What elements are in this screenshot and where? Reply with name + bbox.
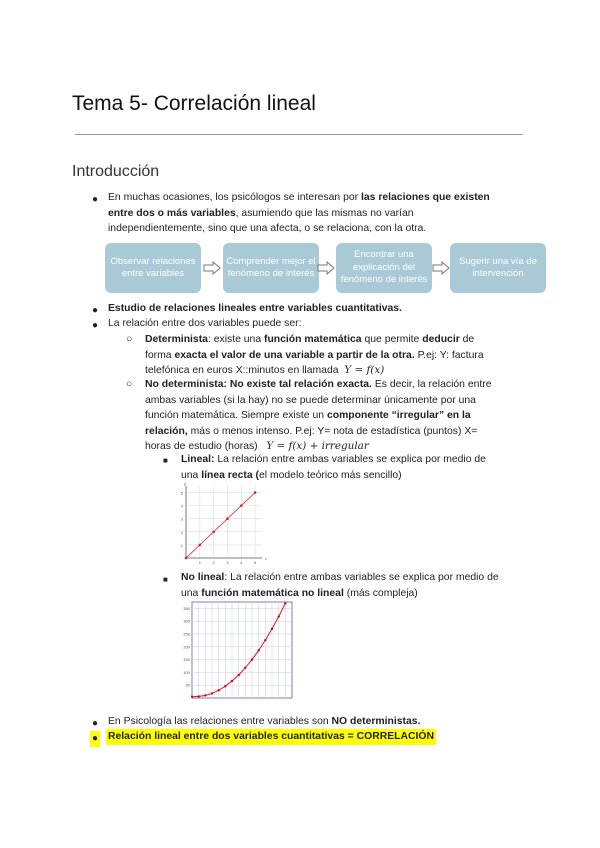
y-tick-label: 5 bbox=[180, 490, 183, 496]
data-point bbox=[257, 649, 259, 651]
flow-step-1: Observar relaciones entre variables bbox=[105, 243, 201, 293]
data-point bbox=[197, 695, 199, 697]
arrow-right-icon bbox=[432, 261, 450, 275]
circle-bullet-icon: ○ bbox=[126, 379, 133, 390]
x-tick-label: 1 bbox=[198, 560, 201, 565]
y-tick-label: 2 bbox=[180, 529, 183, 535]
flow-step-4: Sugerir una vía de intervención bbox=[450, 243, 546, 293]
x-tick-label: 5 bbox=[253, 560, 257, 565]
determinista-text: Determinista: existe una función matemática que permite deducir de forma exacta el valor de una variable a partir de la otra. P.ej: Y: factura telefónica en euros X::minutos en llamada Y = f(x) bbox=[145, 334, 484, 377]
square-bullet-icon: ■ bbox=[163, 575, 168, 584]
data-point bbox=[271, 628, 273, 630]
square-bullet-icon: ■ bbox=[163, 456, 168, 465]
bullet-correlacion: Relación lineal entre dos variables cuantitativas = CORRELACIÓN bbox=[106, 729, 436, 745]
data-point bbox=[251, 658, 253, 660]
y-tick-label: 100 bbox=[183, 669, 190, 675]
linear-chart bbox=[176, 480, 270, 568]
y-axis-label: y bbox=[184, 481, 186, 486]
data-point bbox=[226, 517, 229, 520]
data-point bbox=[231, 680, 233, 682]
data-point bbox=[199, 544, 202, 547]
plot-area bbox=[192, 602, 292, 698]
data-point bbox=[244, 667, 246, 669]
data-point bbox=[224, 685, 226, 687]
lineal-text: Lineal: La relación entre ambas variables se explica por medio de una línea recta (el modelo teórico más sencillo) bbox=[181, 454, 486, 481]
bullet-lineales: Estudio de relaciones lineales entre variables cuantitativas. bbox=[108, 303, 402, 314]
data-point bbox=[212, 531, 215, 534]
bullet-icon: ● bbox=[92, 305, 99, 316]
nonlinear-chart bbox=[178, 598, 298, 710]
flow-step-2: Comprender mejor el fenómeno de interés bbox=[223, 243, 319, 293]
bullet-icon: ● bbox=[90, 731, 100, 747]
y-tick-label: 250 bbox=[183, 631, 190, 637]
bullet-relacion: La relación entre dos variables puede ser: bbox=[108, 318, 302, 329]
section-heading: Introducción bbox=[72, 163, 160, 180]
bullet-icon: ● bbox=[92, 718, 99, 729]
title-divider bbox=[75, 134, 523, 135]
nd-equation: Y = f(x) + irregular bbox=[266, 440, 369, 453]
y-tick-label: 150 bbox=[183, 657, 190, 663]
y-tick-label: 1 bbox=[180, 542, 183, 548]
y-tick-label: 3 bbox=[180, 516, 183, 522]
no-determinista-text: No determinista: No existe tal relación exacta. Es decir, la relación entre ambas variables (si la hay) no se puede determinar únicamente por una función matemática. Siempre existe un componente “irregular” en la relación, más o menos intenso. P.ej: Y= nota de estadística (puntos) X= horas de estudio (horas) Y = f(x) + irregular bbox=[145, 379, 492, 453]
flow-step-3: Encontrar una explicación del fenómeno de interés bbox=[336, 243, 432, 293]
data-point bbox=[211, 692, 213, 694]
data-point bbox=[185, 557, 188, 560]
y-tick-label: 4 bbox=[180, 503, 183, 509]
data-point bbox=[277, 615, 279, 617]
arrow-right-icon bbox=[203, 261, 221, 275]
arrow-right-icon bbox=[317, 261, 335, 275]
y-tick-label: 200 bbox=[183, 644, 190, 650]
bullet-icon: ● bbox=[92, 320, 99, 331]
y-tick-label: 50 bbox=[185, 682, 190, 688]
y-tick-label: 300 bbox=[183, 618, 190, 624]
series-line bbox=[186, 493, 255, 558]
intro-paragraph: En muchas ocasiones, los psicólogos se interesan por las relaciones que existen entre dos o más variables, asumiendo que las mismas no varían independientemente, sino que una afecta, o se relaciona, con la otra. bbox=[108, 192, 490, 235]
data-point bbox=[191, 696, 193, 698]
x-axis-label: x bbox=[265, 556, 267, 561]
data-point bbox=[237, 674, 239, 676]
data-point bbox=[264, 639, 266, 641]
data-point bbox=[204, 694, 206, 696]
bullet-icon: ● bbox=[92, 194, 99, 205]
y-tick-label: 350 bbox=[183, 605, 190, 611]
page-title: Tema 5- Correlación lineal bbox=[72, 92, 316, 115]
bullet-psicologia: En Psicología las relaciones entre variables son NO deterministas. bbox=[108, 716, 421, 727]
data-point bbox=[284, 602, 286, 604]
det-equation: Y = f(x) bbox=[344, 364, 385, 377]
x-tick-label: 3 bbox=[226, 560, 229, 565]
x-tick-label: 2 bbox=[212, 560, 215, 565]
x-tick-label: 4 bbox=[240, 560, 243, 565]
circle-bullet-icon: ○ bbox=[126, 334, 133, 345]
data-point bbox=[254, 491, 257, 494]
data-point bbox=[217, 689, 219, 691]
no-lineal-text: No lineal: La relación entre ambas variables se explica por medio de una función matemática no lineal (más compleja) bbox=[181, 572, 499, 599]
data-point bbox=[240, 504, 243, 507]
